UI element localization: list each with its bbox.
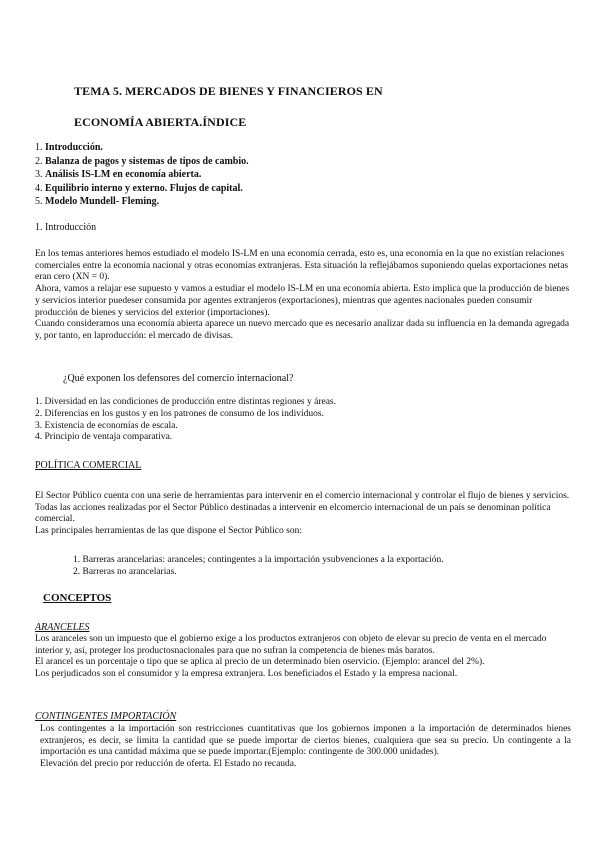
toc-item: 2. Balanza de pagos y sistemas de tipos de cambio.	[35, 155, 249, 167]
list-item: 2. Diferencias en los gustos y en los patrones de consumo de los individuos.	[35, 408, 324, 419]
aranceles-paragraph: Los perjudicados son el consumidor y la empresa extranjera. Los beneficiados el Estado y la empresa nacional.	[35, 669, 458, 680]
tools-list	[73, 555, 444, 579]
table-of-contents	[35, 141, 575, 209]
list-item: 1. Diversidad en las condiciones de producción entre distintas regiones y áreas.	[35, 397, 337, 407]
list-item: 4. Principio de ventaja comparativa.	[35, 432, 173, 443]
contingentes-heading: CONTINGENTES IMPORTACIÓN	[35, 711, 177, 722]
reasons-list	[35, 397, 336, 444]
aranceles-paragraph: Los aranceles son un impuesto que el gobierno exige a los productos extranjeros con objeto de elevar su precio de venta en el mercado interior y, así, proteger los productosnacionales para que no sufran la competencia de bienes más baratos.	[35, 634, 547, 656]
intro-paragraph: En los temas anteriores hemos estudiado el modelo IS-LM en una economía cerrada, esto es, una economía en la que no existían relaciones comerciales entre la economía nacional y otras economías extranjeras. Esta situación la reflejábamos suponiendo quelas exportaciones netas eran cero (XN = 0).	[35, 249, 569, 283]
intro-heading: 1. Introducción	[35, 222, 97, 233]
intro-text	[35, 249, 570, 343]
list-item: 3. Existencia de economías de escala.	[35, 420, 178, 431]
contingentes-text	[40, 724, 571, 771]
title-line-1: TEMA 5. MERCADOS DE BIENES Y FINANCIEROS EN	[74, 84, 383, 98]
aranceles-text	[35, 634, 570, 681]
aranceles-paragraph: El arancel es un porcentaje o tipo que se aplica al precio de un determinado bien oservicio. (Ejemplo: arancel del 2%).	[35, 657, 485, 668]
intro-paragraph: Ahora, vamos a relajar ese supuesto y vamos a estudiar el modelo IS-LM en una economía abierta. Esto implica que la producción de bienes y servicios interior puedeser consumida por agentes extranjeros (exportaciones), mientras que agentes nacionales pueden consumir producción de bienes y servicios del exterior (importaciones).	[35, 284, 570, 318]
politica-heading: POLÍTICA COMERCIAL	[35, 460, 142, 471]
contingentes-paragraph: Los contingentes a la importación son restricciones cuantitativas que los gobiernos imponen a la importación de determinados bienes extranjeros, es decir, se limita la cantidad que se puede importar de ciertos bienes, cualquiera que sea su precio. Un contingente a la importación es una cantidad máxima que se puede importar.(Ejemplo: contingente de 300.000 unidades).	[40, 724, 571, 758]
intro-paragraph: Cuando consideramos una economía abierta aparece un nuevo mercado que es necesario analizar dada su influencia en la demanda agregada y, por tanto, en laproducción: el mercado de divisas.	[35, 319, 570, 341]
contingentes-paragraph: Elevación del precio por reducción de oferta. El Estado no recauda.	[40, 759, 297, 770]
conceptos-heading: CONCEPTOS	[43, 592, 112, 604]
toc-item: 3. Análisis IS-LM en economía abierta.	[35, 169, 202, 181]
question-text: ¿Qué exponen los defensores del comercio internacional?	[63, 373, 294, 384]
list-item: 1. Barreras arancelarias: aranceles; contingentes a la importación ysubvenciones a la exportación.	[73, 555, 444, 565]
politica-text	[35, 491, 570, 538]
politica-paragraph: Las principales herramientas de las que dispone el Sector Público son:	[35, 526, 302, 537]
toc-item: 5. Modelo Mundell- Fleming.	[35, 196, 160, 208]
title-line-2: ECONOMÍA ABIERTA.ÍNDICE	[74, 115, 247, 129]
toc-item: 4. Equilibrio interno y externo. Flujos de capital.	[35, 182, 243, 194]
politica-paragraph: Todas las acciones realizadas por el Sector Público destinadas a intervenir en elcomercio internacional de un país se denominan política comercial.	[35, 502, 551, 525]
list-item: 2. Barreras no arancelarias.	[73, 566, 177, 577]
toc-item: 1. Introducción.	[35, 142, 103, 153]
aranceles-heading: ARANCELES	[35, 622, 90, 633]
politica-paragraph: El Sector Público cuenta con una serie de herramientas para intervenir en el comercio internacional y controlar el flujo de bienes y servicios.	[35, 491, 570, 501]
